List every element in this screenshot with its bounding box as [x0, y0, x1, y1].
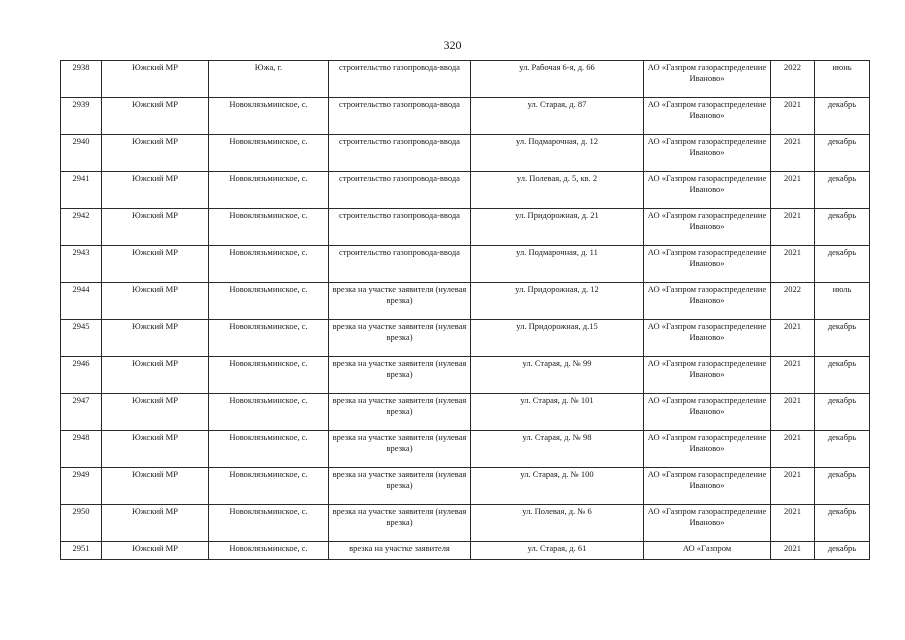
address-cell: ул. Рабочая 6-я, д. 66	[471, 61, 644, 98]
work-type-cell: врезка на участке заявителя (нулевая врезка)	[329, 320, 471, 357]
year-cell: 2021	[771, 320, 815, 357]
table-body	[61, 61, 870, 560]
table-row	[61, 172, 870, 209]
district-cell: Южский МР	[102, 320, 209, 357]
month-cell: декабрь	[815, 172, 870, 209]
month-cell: июль	[815, 283, 870, 320]
year-cell: 2022	[771, 61, 815, 98]
district-cell: Южский МР	[102, 98, 209, 135]
district-cell: Южский МР	[102, 468, 209, 505]
locality-cell: Новоклязьминское, с.	[209, 357, 329, 394]
locality-cell: Новоклязьминское, с.	[209, 135, 329, 172]
row-number: 2948	[61, 431, 102, 468]
address-cell: ул. Полевая, д. № 6	[471, 505, 644, 542]
work-type-cell: врезка на участке заявителя (нулевая врезка)	[329, 357, 471, 394]
organization-cell: АО «Газпром газораспределение Иваново»	[644, 394, 771, 431]
month-cell: декабрь	[815, 431, 870, 468]
address-cell: ул. Придорожная, д. 21	[471, 209, 644, 246]
table-row	[61, 246, 870, 283]
address-cell: ул. Подмарочная, д. 12	[471, 135, 644, 172]
year-cell: 2021	[771, 246, 815, 283]
organization-cell: АО «Газпром	[644, 542, 771, 560]
organization-cell: АО «Газпром газораспределение Иваново»	[644, 320, 771, 357]
work-type-cell: строительство газопровода-ввода	[329, 61, 471, 98]
month-cell: июнь	[815, 61, 870, 98]
organization-cell: АО «Газпром газораспределение Иваново»	[644, 172, 771, 209]
locality-cell: Новоклязьминское, с.	[209, 246, 329, 283]
locality-cell: Новоклязьминское, с.	[209, 542, 329, 560]
locality-cell: Новоклязьминское, с.	[209, 209, 329, 246]
year-cell: 2021	[771, 431, 815, 468]
work-type-cell: строительство газопровода-ввода	[329, 98, 471, 135]
work-type-cell: врезка на участке заявителя (нулевая врезка)	[329, 505, 471, 542]
address-cell: ул. Придорожная, д. 12	[471, 283, 644, 320]
address-cell: ул. Подмарочная, д. 11	[471, 246, 644, 283]
address-cell: ул. Старая, д. 87	[471, 98, 644, 135]
district-cell: Южский МР	[102, 542, 209, 560]
year-cell: 2021	[771, 172, 815, 209]
locality-cell: Новоклязьминское, с.	[209, 505, 329, 542]
table-row	[61, 431, 870, 468]
organization-cell: АО «Газпром газораспределение Иваново»	[644, 283, 771, 320]
month-cell: декабрь	[815, 468, 870, 505]
gasification-table	[60, 60, 870, 560]
work-type-cell: врезка на участке заявителя	[329, 542, 471, 560]
locality-cell: Новоклязьминское, с.	[209, 320, 329, 357]
locality-cell: Новоклязьминское, с.	[209, 468, 329, 505]
district-cell: Южский МР	[102, 172, 209, 209]
district-cell: Южский МР	[102, 283, 209, 320]
row-number: 2945	[61, 320, 102, 357]
table-row	[61, 61, 870, 98]
district-cell: Южский МР	[102, 505, 209, 542]
year-cell: 2021	[771, 505, 815, 542]
work-type-cell: врезка на участке заявителя (нулевая врезка)	[329, 394, 471, 431]
month-cell: декабрь	[815, 209, 870, 246]
work-type-cell: строительство газопровода-ввода	[329, 135, 471, 172]
address-cell: ул. Старая, д. № 101	[471, 394, 644, 431]
organization-cell: АО «Газпром газораспределение Иваново»	[644, 468, 771, 505]
address-cell: ул. Полевая, д. 5, кв. 2	[471, 172, 644, 209]
organization-cell: АО «Газпром газораспределение Иваново»	[644, 135, 771, 172]
organization-cell: АО «Газпром газораспределение Иваново»	[644, 209, 771, 246]
locality-cell: Южа, г.	[209, 61, 329, 98]
organization-cell: АО «Газпром газораспределение Иваново»	[644, 357, 771, 394]
work-type-cell: строительство газопровода-ввода	[329, 172, 471, 209]
row-number: 2949	[61, 468, 102, 505]
work-type-cell: строительство газопровода-ввода	[329, 246, 471, 283]
row-number: 2940	[61, 135, 102, 172]
year-cell: 2021	[771, 542, 815, 560]
table-row	[61, 468, 870, 505]
row-number: 2947	[61, 394, 102, 431]
table-row	[61, 135, 870, 172]
row-number: 2943	[61, 246, 102, 283]
address-cell: ул. Старая, д. № 99	[471, 357, 644, 394]
table-row	[61, 505, 870, 542]
month-cell: декабрь	[815, 246, 870, 283]
address-cell: ул. Придорожная, д.15	[471, 320, 644, 357]
organization-cell: АО «Газпром газораспределение Иваново»	[644, 431, 771, 468]
locality-cell: Новоклязьминское, с.	[209, 172, 329, 209]
organization-cell: АО «Газпром газораспределение Иваново»	[644, 505, 771, 542]
district-cell: Южский МР	[102, 357, 209, 394]
work-type-cell: врезка на участке заявителя (нулевая врезка)	[329, 283, 471, 320]
work-type-cell: врезка на участке заявителя (нулевая врезка)	[329, 468, 471, 505]
month-cell: декабрь	[815, 320, 870, 357]
month-cell: декабрь	[815, 505, 870, 542]
table-row	[61, 394, 870, 431]
district-cell: Южский МР	[102, 246, 209, 283]
row-number: 2939	[61, 98, 102, 135]
district-cell: Южский МР	[102, 61, 209, 98]
table-row	[61, 320, 870, 357]
row-number: 2941	[61, 172, 102, 209]
address-cell: ул. Старая, д. № 100	[471, 468, 644, 505]
table-row	[61, 98, 870, 135]
locality-cell: Новоклязьминское, с.	[209, 431, 329, 468]
district-cell: Южский МР	[102, 135, 209, 172]
table-row	[61, 209, 870, 246]
work-type-cell: строительство газопровода-ввода	[329, 209, 471, 246]
address-cell: ул. Старая, д. № 98	[471, 431, 644, 468]
page-number: 320	[443, 38, 462, 52]
work-type-cell: врезка на участке заявителя (нулевая врезка)	[329, 431, 471, 468]
table-row	[61, 357, 870, 394]
month-cell: декабрь	[815, 98, 870, 135]
month-cell: декабрь	[815, 135, 870, 172]
table-row	[61, 542, 870, 560]
row-number: 2950	[61, 505, 102, 542]
year-cell: 2021	[771, 209, 815, 246]
row-number: 2944	[61, 283, 102, 320]
month-cell: декабрь	[815, 394, 870, 431]
month-cell: декабрь	[815, 542, 870, 560]
row-number: 2946	[61, 357, 102, 394]
year-cell: 2022	[771, 283, 815, 320]
year-cell: 2021	[771, 394, 815, 431]
year-cell: 2021	[771, 468, 815, 505]
table-row	[61, 283, 870, 320]
district-cell: Южский МР	[102, 209, 209, 246]
year-cell: 2021	[771, 135, 815, 172]
row-number: 2942	[61, 209, 102, 246]
year-cell: 2021	[771, 98, 815, 135]
district-cell: Южский МР	[102, 431, 209, 468]
organization-cell: АО «Газпром газораспределение Иваново»	[644, 246, 771, 283]
organization-cell: АО «Газпром газораспределение Иваново»	[644, 98, 771, 135]
locality-cell: Новоклязьминское, с.	[209, 98, 329, 135]
month-cell: декабрь	[815, 357, 870, 394]
row-number: 2951	[61, 542, 102, 560]
address-cell: ул. Старая, д. 61	[471, 542, 644, 560]
locality-cell: Новоклязьминское, с.	[209, 394, 329, 431]
district-cell: Южский МР	[102, 394, 209, 431]
locality-cell: Новоклязьминское, с.	[209, 283, 329, 320]
organization-cell: АО «Газпром газораспределение Иваново»	[644, 61, 771, 98]
year-cell: 2021	[771, 357, 815, 394]
row-number: 2938	[61, 61, 102, 98]
